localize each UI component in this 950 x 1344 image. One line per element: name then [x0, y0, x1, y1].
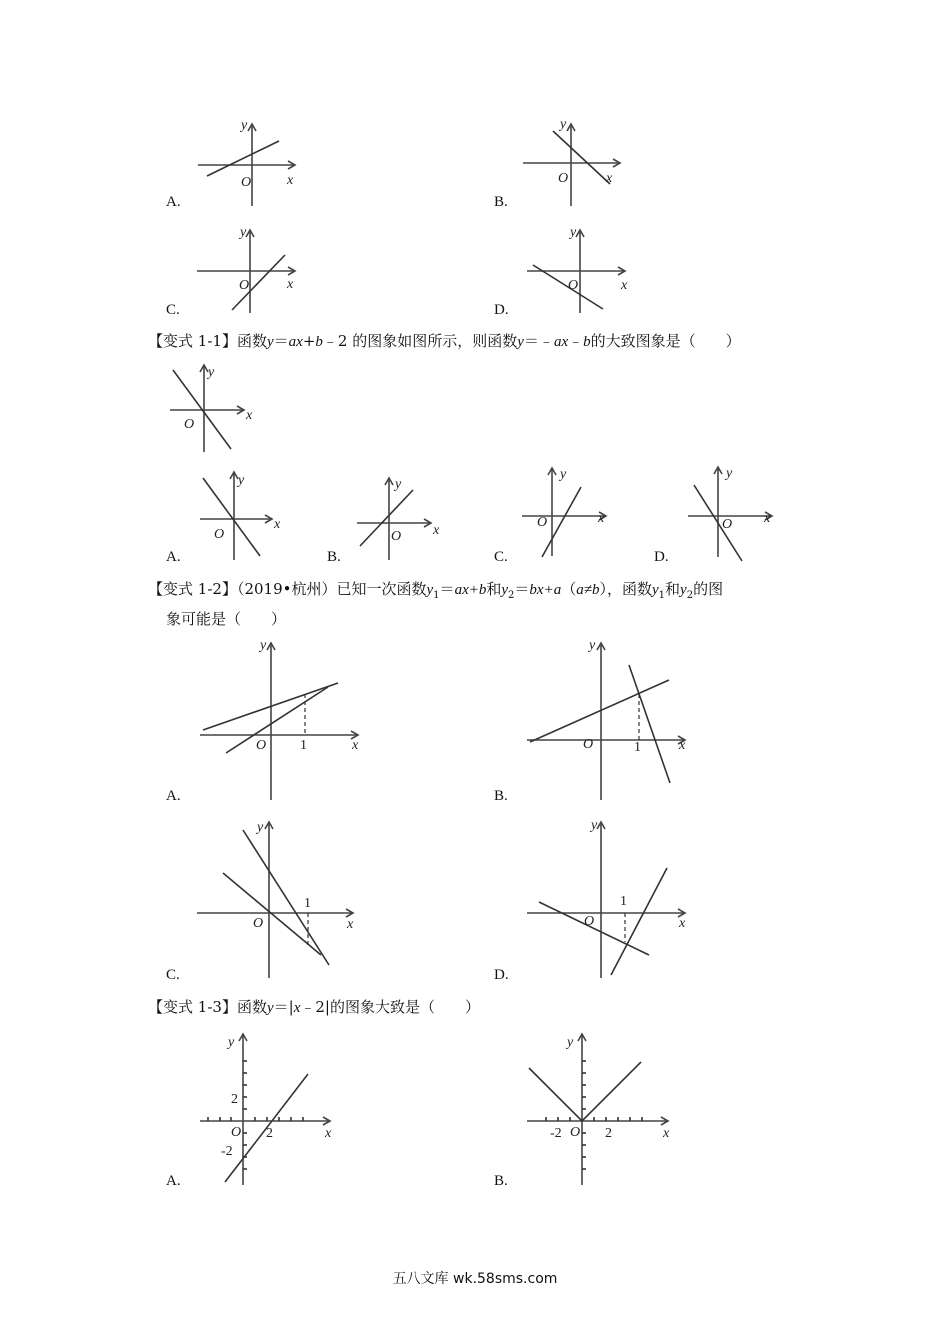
- x-axis-label: x: [679, 916, 686, 931]
- option-b-label: B.: [494, 194, 508, 210]
- y-axis-label: y: [560, 467, 567, 482]
- question-1-3: 【变式 1-3】函数y＝|x﹣2|的图象大致是（ ）: [148, 998, 480, 1016]
- option-b-label: B.: [494, 788, 508, 804]
- x-axis-label: x: [287, 277, 294, 292]
- question-tag: 变式 1-1: [163, 332, 222, 350]
- option-b-label: B.: [327, 549, 341, 565]
- x-axis-label: x: [287, 173, 294, 188]
- y-axis-label: y: [260, 638, 267, 653]
- x-axis-label: x: [352, 738, 359, 753]
- question-1-1: 【变式 1-1】函数y＝ax+b﹣2 的图象如图所示，则函数y＝﹣ax﹣b的大致图象是（ ）: [148, 332, 741, 350]
- x-axis-label: x: [274, 517, 281, 532]
- x-axis-label: x: [663, 1126, 670, 1141]
- origin-label: O: [583, 737, 594, 752]
- origin-label: O: [568, 278, 579, 293]
- origin-label: O: [584, 914, 595, 929]
- option-a-label: A.: [166, 194, 181, 210]
- tick-label-2: 2: [231, 1092, 238, 1107]
- x-axis-label: x: [246, 408, 253, 423]
- origin-label: O: [722, 517, 733, 532]
- origin-label: O: [231, 1125, 242, 1140]
- question-tag: 变式 1-3: [163, 998, 222, 1016]
- option-a-label: A.: [166, 788, 181, 804]
- tick-label-1: 1: [300, 738, 307, 753]
- graph-1-1-c: [520, 464, 620, 559]
- graph-1-1-a: [198, 468, 298, 563]
- origin-label: O: [241, 175, 252, 190]
- origin-label: O: [570, 1125, 581, 1140]
- y-axis-label: y: [240, 225, 247, 240]
- y-axis-label: y: [570, 225, 577, 240]
- option-a-label: A.: [166, 549, 181, 565]
- y-axis-label: y: [591, 818, 598, 833]
- y-axis-label: y: [238, 473, 245, 488]
- question-tag: 变式 1-2: [163, 580, 222, 598]
- graph-1-2-b: [525, 635, 695, 805]
- option-b-label: B.: [494, 1173, 508, 1189]
- origin-label: O: [537, 515, 548, 530]
- origin-label: O: [184, 417, 195, 432]
- graph-1-1-b: [355, 472, 455, 562]
- y-axis-label: y: [560, 117, 567, 132]
- tick-label-neg-2: -2: [221, 1144, 233, 1159]
- option-a-label: A.: [166, 1173, 181, 1189]
- option-d-label: D.: [654, 549, 669, 565]
- tick-label-2: 2: [605, 1126, 612, 1141]
- origin-label: O: [239, 278, 250, 293]
- graph-1-2-c: [195, 815, 365, 985]
- y-axis-label: y: [395, 477, 402, 492]
- origin-label: O: [214, 527, 225, 542]
- tick-label-1: 1: [634, 740, 641, 755]
- graph-1-2-a: [198, 635, 368, 805]
- tick-label-neg-2: -2: [550, 1126, 562, 1141]
- tick-label-1: 1: [620, 894, 627, 909]
- x-axis-label: x: [621, 278, 628, 293]
- x-axis-label: x: [325, 1126, 332, 1141]
- option-d-label: D.: [494, 302, 509, 318]
- y-axis-label: y: [589, 638, 596, 653]
- option-c-label: C.: [166, 302, 180, 318]
- graph-top-d: [525, 225, 635, 315]
- y-axis-label: y: [241, 118, 248, 133]
- origin-label: O: [558, 171, 569, 186]
- option-c-label: C.: [166, 967, 180, 983]
- graph-top-a: [195, 118, 305, 208]
- x-axis-label: x: [598, 511, 605, 526]
- origin-label: O: [253, 916, 264, 931]
- graph-top-c: [195, 225, 305, 315]
- graph-1-1-d: [686, 463, 786, 563]
- tick-label-2: 2: [266, 1126, 273, 1141]
- question-1-2: 【变式 1-2】（2019•杭州）已知一次函数$y_1=ax+b$和$y_2=bx+a(a\ne b)$，函数$y_1$和$y_2$的图: [148, 580, 724, 601]
- tick-label-1: 1: [304, 896, 311, 911]
- y-axis-label: y: [208, 365, 215, 380]
- y-axis-label: y: [257, 820, 264, 835]
- y-axis-label: y: [567, 1035, 574, 1050]
- x-axis-label: x: [433, 523, 440, 538]
- x-axis-label: x: [764, 511, 771, 526]
- y-axis-label: y: [228, 1035, 235, 1050]
- y-axis-label: y: [726, 466, 733, 481]
- origin-label: O: [391, 529, 402, 544]
- graph-1-2-d: [525, 815, 695, 985]
- graph-top-b: [520, 118, 630, 208]
- footer-watermark: 五八文库 wk.58sms.com: [392, 1271, 558, 1287]
- origin-label: O: [256, 738, 267, 753]
- graph-1-3-b: [525, 1030, 685, 1190]
- x-axis-label: x: [347, 917, 354, 932]
- graph-1-1-given: [168, 362, 268, 457]
- option-c-label: C.: [494, 549, 508, 565]
- option-d-label: D.: [494, 967, 509, 983]
- x-axis-label: x: [606, 171, 613, 186]
- question-1-2-line2: 象可能是（ ）: [166, 610, 287, 628]
- x-axis-label: x: [679, 738, 686, 753]
- graph-1-3-a: [198, 1030, 348, 1190]
